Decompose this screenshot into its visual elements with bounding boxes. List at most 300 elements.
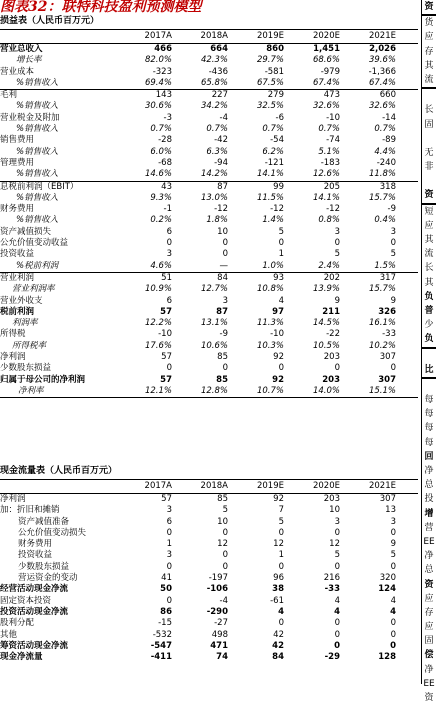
- cell-value: 13.0%: [200, 192, 228, 203]
- cell-value: -979: [320, 66, 340, 77]
- cropped-text: 应: [424, 622, 434, 633]
- cell-value: 10: [329, 505, 340, 516]
- cell-value: 57: [160, 306, 172, 317]
- cashflow-statement-table: [0, 480, 418, 663]
- cell-value: -27: [214, 618, 228, 629]
- table-row: [0, 318, 418, 329]
- cell-value: -22: [326, 329, 340, 340]
- cell-value: 660: [379, 90, 396, 101]
- table-row: [0, 193, 418, 204]
- table-row: [0, 652, 418, 663]
- cell-value: 6: [166, 295, 172, 306]
- cell-value: 5: [334, 550, 340, 561]
- row-label: %销售收入: [16, 215, 59, 226]
- cropped-text: 应: [424, 32, 434, 43]
- row-label: 营业税金及附加: [0, 112, 60, 123]
- cell-value: 92: [272, 374, 284, 385]
- row-label: 财务费用: [18, 539, 53, 550]
- cell-value: -121: [264, 157, 284, 168]
- cell-value: 16.1%: [368, 318, 396, 329]
- cell-value: 0.7%: [374, 124, 396, 135]
- cell-value: -15: [158, 618, 172, 629]
- cropped-text: [422, 89, 436, 103]
- cell-value: 9.3%: [150, 192, 172, 203]
- cell-value: 0: [222, 561, 228, 572]
- cropped-text: 固: [424, 636, 434, 647]
- row-label: %销售收入: [16, 146, 59, 157]
- cell-value: 84: [217, 272, 228, 283]
- cropped-text: 固: [424, 119, 434, 130]
- cell-value: 85: [216, 374, 228, 385]
- cell-value: 57: [161, 494, 172, 504]
- table-row: [0, 596, 418, 607]
- cell-value: 4: [334, 595, 340, 606]
- cell-value: 32.6%: [312, 101, 340, 112]
- cell-value: -9: [219, 329, 228, 340]
- cell-value: -10: [270, 329, 284, 340]
- row-label: 公允价值变动收益: [0, 238, 69, 249]
- cell-value: 7: [278, 505, 284, 516]
- cell-value: 0: [166, 363, 172, 374]
- cell-value: 5: [334, 249, 340, 260]
- row-label: 利润率: [12, 318, 38, 329]
- cell-value: 12.1%: [144, 385, 172, 396]
- cropped-text: 无: [424, 147, 434, 158]
- table-row: [0, 55, 418, 66]
- cell-value: -436: [208, 66, 228, 77]
- cell-value: -323: [152, 66, 172, 77]
- cropped-text: 少: [424, 320, 434, 331]
- cell-value: 85: [217, 494, 228, 504]
- cell-value: 1,451: [313, 44, 340, 54]
- cell-value: 86: [160, 606, 172, 617]
- cell-value: 0: [334, 618, 340, 629]
- cell-value: 12.7%: [200, 284, 228, 295]
- cell-value: 317: [379, 272, 396, 283]
- row-label: 资产减值准备: [18, 516, 70, 527]
- year-header: 2017A: [144, 31, 172, 41]
- cropped-text: 负: [424, 291, 434, 302]
- cell-value: 39.6%: [368, 55, 396, 66]
- figure-title: 图表32：联特科技盈利预测模型: [0, 0, 202, 15]
- cell-value: 0: [390, 629, 396, 640]
- cell-value: -10: [326, 112, 340, 123]
- cell-value: 14.1%: [312, 192, 340, 203]
- cropped-text: 流: [422, 73, 436, 89]
- cell-value: 1.4%: [262, 215, 284, 226]
- cropped-text: 流: [424, 249, 434, 260]
- row-label: 少数股东损益: [0, 363, 52, 374]
- row-label: 归属于母公司的净利润: [0, 374, 86, 385]
- cell-value: 0: [390, 561, 396, 572]
- cell-value: 42: [273, 629, 284, 640]
- cell-value: 2,026: [369, 44, 396, 54]
- cropped-text: 资: [424, 693, 434, 703]
- cropped-text: [422, 379, 436, 393]
- cell-value: 0.7%: [318, 124, 340, 135]
- cropped-text: 净: [424, 664, 434, 675]
- table-row: [0, 618, 418, 629]
- row-label: 现金净流量: [0, 652, 43, 663]
- cell-value: 30.6%: [144, 101, 172, 112]
- cropped-text: 比: [422, 363, 436, 379]
- cell-value: 2.4%: [318, 260, 340, 271]
- cell-value: -581: [264, 66, 284, 77]
- table-row: [0, 124, 418, 135]
- year-header: 2018A: [200, 481, 228, 491]
- cropped-text: 应: [424, 220, 434, 231]
- table-row: [0, 607, 418, 618]
- table-row: [0, 307, 418, 318]
- cell-value: 65.8%: [200, 77, 228, 88]
- cell-value: 4.6%: [150, 260, 172, 271]
- cropped-text: 投: [424, 494, 434, 505]
- cell-value: 14.1%: [256, 169, 284, 180]
- cell-value: 84: [272, 652, 284, 663]
- cell-value: 67.4%: [312, 77, 340, 88]
- year-header: 2018A: [200, 31, 228, 41]
- cell-value: 10.6%: [200, 340, 228, 351]
- table-row: [0, 550, 418, 561]
- cell-value: 664: [210, 44, 228, 54]
- cell-value: 6: [166, 226, 172, 237]
- cropped-text: 净: [424, 466, 434, 476]
- cell-value: 14.2%: [200, 169, 228, 180]
- cell-value: 3: [334, 226, 340, 237]
- cell-value: 13: [385, 505, 396, 516]
- row-label: 毛利: [0, 90, 18, 101]
- cell-value: 143: [155, 90, 172, 101]
- cropped-text: 总: [424, 480, 434, 491]
- row-label: 营业成本: [0, 66, 35, 77]
- cell-value: 92: [273, 352, 284, 363]
- table-row: [0, 505, 418, 516]
- cell-value: -68: [158, 157, 172, 168]
- cell-value: 0: [390, 527, 396, 538]
- cell-value: -197: [208, 573, 228, 584]
- cell-value: -106: [206, 584, 228, 595]
- cropped-text: 每: [424, 437, 434, 448]
- cell-value: 14.0%: [312, 385, 340, 396]
- year-header: 2019E: [256, 31, 284, 41]
- cell-value: 326: [378, 306, 396, 317]
- cell-value: 4: [334, 606, 340, 617]
- table-row: [0, 517, 418, 528]
- cropped-text: 长: [424, 105, 434, 116]
- row-label: %销售收入: [16, 101, 59, 112]
- cell-value: 74: [216, 652, 228, 663]
- row-label: 少数股东损益: [18, 561, 70, 572]
- cell-value: 10.2%: [368, 340, 396, 351]
- cell-value: 307: [379, 352, 396, 363]
- row-label: 营业利润率: [12, 284, 55, 295]
- cell-value: 9: [390, 295, 396, 306]
- cell-value: 3: [390, 226, 396, 237]
- row-label: 股利分配: [0, 618, 35, 629]
- cell-value: 41: [161, 573, 172, 584]
- cell-value: 203: [323, 352, 340, 363]
- cell-value: 4: [390, 606, 396, 617]
- cell-value: 4: [278, 295, 284, 306]
- cell-value: -4: [219, 112, 228, 123]
- cell-value: 318: [379, 181, 396, 192]
- cell-value: 128: [378, 652, 396, 663]
- year-header: 2020E: [312, 31, 340, 41]
- cell-value: 0: [278, 363, 284, 374]
- cell-value: 3: [166, 550, 172, 561]
- cell-value: 0: [278, 561, 284, 572]
- year-header: 2019E: [256, 481, 284, 491]
- table-row: [0, 44, 418, 55]
- year-header: 2020E: [312, 481, 340, 491]
- cell-value: 211: [322, 306, 340, 317]
- cell-value: 10: [217, 516, 228, 527]
- cropped-text: 每: [424, 409, 434, 420]
- row-label: 筹资活动现金净流: [0, 640, 69, 651]
- cell-value: -1: [163, 204, 172, 215]
- cell-value: 5.1%: [318, 146, 340, 157]
- cell-value: 0: [334, 640, 340, 651]
- cell-value: 6: [166, 516, 172, 527]
- cell-value: 15.7%: [368, 284, 396, 295]
- cell-value: -9: [387, 204, 396, 215]
- cell-value: -183: [320, 157, 340, 168]
- row-label: 加：折旧和摊销: [0, 505, 60, 516]
- cell-value: 85: [217, 352, 228, 363]
- row-label: 经营活动现金净流: [0, 584, 69, 595]
- row-label: 投资活动现金净流: [0, 606, 69, 617]
- table-row: [0, 135, 418, 146]
- cell-value: -28: [158, 135, 172, 146]
- cell-value: 0: [222, 363, 228, 374]
- cropped-text: 短: [424, 206, 434, 217]
- cell-value: -547: [150, 640, 172, 651]
- cell-value: 11.3%: [256, 318, 284, 329]
- cell-value: 69.4%: [144, 77, 172, 88]
- cell-value: 1: [278, 550, 284, 561]
- cropped-text: 货: [424, 18, 434, 29]
- row-label: 公允价值变动损失: [18, 527, 87, 538]
- cell-value: 0: [166, 561, 172, 572]
- cell-value: 57: [161, 352, 172, 363]
- cropped-text: [422, 349, 436, 363]
- row-label: 固定资本投资: [0, 595, 52, 606]
- row-label: 销售费用: [0, 135, 35, 146]
- cell-value: 3: [390, 516, 396, 527]
- cell-value: 6.0%: [150, 146, 172, 157]
- year-header: 2017A: [144, 481, 172, 491]
- cell-value: 307: [379, 494, 396, 504]
- cell-value: 4.4%: [374, 146, 396, 157]
- table-row: [0, 363, 418, 374]
- cell-value: 0: [334, 527, 340, 538]
- cell-value: 1.0%: [262, 260, 284, 271]
- cell-value: -12: [326, 204, 340, 215]
- row-label: 其他: [0, 629, 18, 640]
- cell-value: 67.4%: [368, 77, 396, 88]
- cell-value: 0: [222, 527, 228, 538]
- cell-value: 0: [222, 249, 228, 260]
- cell-value: 5: [222, 505, 228, 516]
- cell-value: -12: [214, 204, 228, 215]
- table-row: [0, 284, 418, 295]
- cell-value: 0.7%: [150, 124, 172, 135]
- cell-value: 10.3%: [256, 340, 284, 351]
- cell-value: 3: [222, 295, 228, 306]
- cell-value: 12: [329, 539, 340, 550]
- table-row: [0, 169, 418, 181]
- cell-value: 15.7%: [368, 192, 396, 203]
- cell-value: 51: [161, 272, 172, 283]
- cell-value: 10.5%: [312, 340, 340, 351]
- cropped-text: 非: [424, 162, 434, 173]
- table-row: [0, 249, 418, 260]
- cell-value: 307: [378, 374, 396, 385]
- cropped-text: 营: [424, 522, 434, 533]
- row-label: 净利润: [0, 352, 26, 363]
- table-row: [0, 494, 418, 505]
- row-label: 所得税: [0, 329, 26, 340]
- cropped-text: 其: [424, 60, 434, 71]
- table-row: [0, 584, 418, 595]
- cell-value: 9: [390, 539, 396, 550]
- cell-value: -12: [270, 204, 284, 215]
- cell-value: 92: [273, 494, 284, 504]
- cell-value: 498: [211, 629, 228, 640]
- table-row: [0, 113, 418, 124]
- cell-value: 12.2%: [144, 318, 172, 329]
- cell-value: 68.6%: [312, 55, 340, 66]
- cell-value: 0: [334, 363, 340, 374]
- cell-value: 57: [160, 374, 172, 385]
- cropped-text: 回: [424, 451, 434, 462]
- cell-value: -42: [214, 135, 228, 146]
- cell-value: 12.8%: [200, 385, 228, 396]
- cell-value: —: [219, 260, 228, 271]
- row-label: 财务费用: [0, 204, 35, 215]
- row-label: 营运资金的变动: [18, 573, 78, 584]
- cell-value: 0: [166, 527, 172, 538]
- cell-value: -29: [324, 652, 340, 663]
- row-label: 净利率: [18, 385, 44, 396]
- table-row: [0, 539, 418, 550]
- cell-value: 0: [222, 238, 228, 249]
- cell-value: 43: [161, 181, 172, 192]
- row-label: 增长率: [16, 55, 42, 66]
- cell-value: 9: [334, 295, 340, 306]
- cell-value: 42.3%: [200, 55, 228, 66]
- row-label: 投资收益: [0, 249, 35, 260]
- cell-value: 227: [211, 90, 228, 101]
- cropped-text: 资: [424, 579, 434, 590]
- cell-value: 471: [210, 640, 228, 651]
- cell-value: 12.6%: [312, 169, 340, 180]
- cell-value: 93: [273, 272, 284, 283]
- cell-value: 0: [334, 629, 340, 640]
- table-row: [0, 101, 418, 112]
- cell-value: 67.5%: [256, 77, 284, 88]
- row-label: 营业外收支: [0, 295, 43, 306]
- cell-value: -411: [150, 652, 172, 663]
- cell-value: 5: [390, 550, 396, 561]
- cell-value: 11.5%: [256, 192, 284, 203]
- row-label: 所得税率: [12, 340, 47, 351]
- table-row: [0, 158, 418, 169]
- cell-value: 0: [390, 640, 396, 651]
- cashflow-statement-heading: 现金流量表（人民币百万元）: [0, 464, 418, 480]
- cell-value: 0: [390, 238, 396, 249]
- cell-value: 15.1%: [368, 385, 396, 396]
- cropped-text: 偿: [424, 650, 434, 661]
- row-label: %销售收入: [16, 124, 59, 135]
- row-label: 税前利润: [0, 306, 35, 317]
- cell-value: 4: [278, 606, 284, 617]
- cell-value: 3: [166, 249, 172, 260]
- cell-value: 0: [278, 238, 284, 249]
- cell-value: 4: [390, 595, 396, 606]
- year-header-row: [0, 480, 418, 494]
- cell-value: -3: [163, 112, 172, 123]
- table-row: [0, 562, 418, 573]
- cell-value: 0: [390, 363, 396, 374]
- row-label: 净利润: [0, 494, 26, 504]
- cell-value: 10.7%: [256, 385, 284, 396]
- cropped-text: 普: [424, 305, 434, 316]
- cell-value: -4: [219, 595, 228, 606]
- cropped-text: 其: [424, 235, 434, 245]
- cropped-text: 资: [422, 0, 436, 16]
- table-row: [0, 78, 418, 90]
- row-label: 管理费用: [0, 157, 35, 168]
- cell-value: 1.5%: [374, 260, 396, 271]
- row-label: 营业利润: [0, 272, 35, 283]
- table-row: [0, 90, 418, 101]
- cropped-text: 总: [424, 565, 434, 576]
- cell-value: -54: [270, 135, 284, 146]
- cell-value: -532: [152, 629, 172, 640]
- cropped-text: EE: [423, 536, 435, 547]
- cell-value: -240: [376, 157, 396, 168]
- cell-value: 1: [278, 249, 284, 260]
- cell-value: 1.8%: [206, 215, 228, 226]
- cell-value: -6: [275, 112, 284, 123]
- year-header-row: [0, 30, 418, 44]
- cell-value: 0.8%: [318, 215, 340, 226]
- cell-value: 3: [334, 516, 340, 527]
- row-label: %销售收入: [16, 192, 59, 203]
- cell-value: -94: [214, 157, 228, 168]
- cropped-text: [422, 132, 436, 146]
- row-label: %销售收入: [16, 169, 59, 180]
- cell-value: -1,366: [368, 66, 396, 77]
- cell-value: -14: [382, 112, 396, 123]
- table-row: [0, 215, 418, 226]
- cell-value: 0.7%: [262, 124, 284, 135]
- cell-value: 860: [266, 44, 284, 54]
- cell-value: 10: [217, 226, 228, 237]
- cell-value: 5: [278, 226, 284, 237]
- cropped-right-column: [421, 0, 436, 703]
- cell-value: 0: [222, 550, 228, 561]
- cropped-text: 增: [424, 508, 434, 519]
- cell-value: 203: [322, 374, 340, 385]
- cropped-text: 其: [424, 277, 434, 288]
- table-row: [0, 182, 418, 193]
- cell-value: 466: [154, 44, 172, 54]
- cell-value: 82.0%: [144, 55, 172, 66]
- cell-value: 32.5%: [256, 101, 284, 112]
- cell-value: 216: [323, 573, 340, 584]
